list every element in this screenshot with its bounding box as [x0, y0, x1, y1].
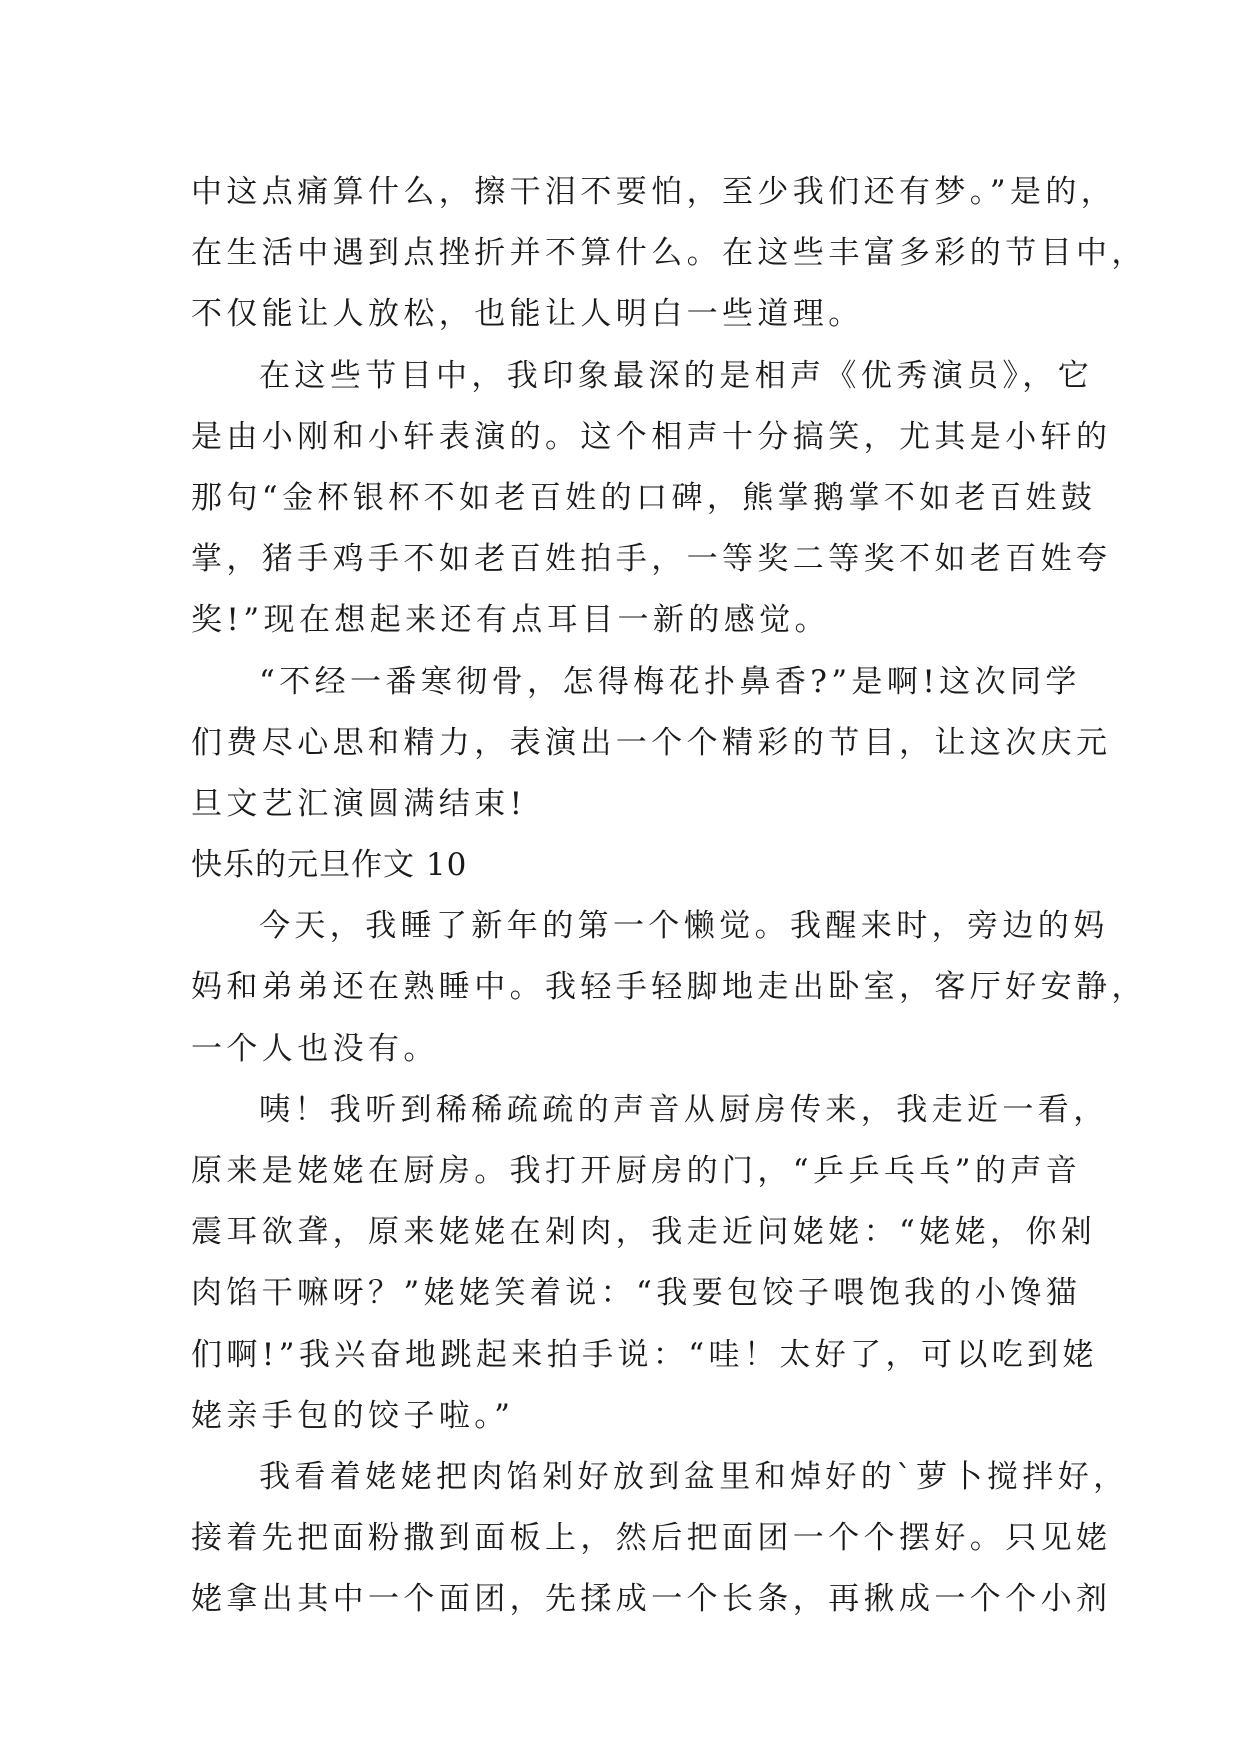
- paragraph: [191, 346, 1112, 652]
- text-line: 震耳欲聋，原来姥姥在剁肉，我走近问姥姥：“姥姥，你剁: [191, 1214, 1097, 1251]
- paragraph: [191, 1080, 1109, 1447]
- text-line: 在这些节目中，我印象最深的是相声《优秀演员》，它: [259, 357, 1094, 394]
- text-line: 我看着姥姥把肉馅剁好放到盆里和焯好的`萝卜搅拌好，: [259, 1458, 1129, 1495]
- text-line: 姥亲手包的饺子啦。”: [191, 1397, 515, 1434]
- text-line: 那句“金杯银杯不如老百姓的口碑，熊掌鹅掌不如老百姓鼓: [191, 479, 1097, 516]
- text-line: 咦！我听到稀稀疏疏的声音从厨房传来，我走近一看，: [259, 1091, 1109, 1128]
- text-line: 肉馅干嘛呀？”姥姥笑着说：“我要包饺子喂饱我的小馋猫: [191, 1275, 1082, 1312]
- text-line: 们费尽心思和精力，表演出一个个精彩的节目，让这次庆元: [191, 724, 1112, 761]
- text-line: 不仅能让人放松，也能让人明白一些道理。: [191, 296, 864, 333]
- text-line: 接着先把面粉撒到面板上，然后把面团一个个摆好。只见姥: [191, 1520, 1112, 1557]
- text-line: 奖!”现在想起来还有点耳目一新的感觉。: [191, 602, 830, 639]
- text-line: 掌，猪手鸡手不如老百姓拍手，一等奖二等奖不如老百姓夸: [191, 541, 1112, 578]
- document-body: [191, 162, 1147, 1631]
- text-line: 旦文艺汇演圆满结束!: [191, 785, 527, 822]
- text-line: 一个人也没有。: [191, 1030, 439, 1067]
- text-line: 姥拿出其中一个面团，先揉成一个长条，再揪成一个个小剂: [191, 1581, 1112, 1618]
- text-line: 妈和弟弟还在熟睡中。我轻手轻脚地走出卧室，客厅好安静，: [191, 969, 1147, 1006]
- paragraph: [191, 162, 1147, 346]
- section-heading: 快乐的元旦作文 10: [191, 847, 468, 884]
- text-line: 是由小刚和小轩表演的。这个相声十分搞笑，尤其是小轩的: [191, 418, 1112, 455]
- paragraph: [191, 896, 1147, 1080]
- text-line: “不经一番寒彻骨，怎得梅花扑鼻香?”是啊!这次同学: [259, 663, 1081, 700]
- text-line: 今天，我睡了新年的第一个懒觉。我醒来时，旁边的妈: [259, 908, 1109, 945]
- paragraph: [191, 652, 1112, 836]
- text-line: 在生活中遇到点挫折并不算什么。在这些丰富多彩的节目中，: [191, 235, 1147, 272]
- text-line: 们啊!”我兴奋地跳起来拍手说：“哇！太好了，可以吃到姥: [191, 1336, 1098, 1373]
- text-line: 中这点痛算什么，擦干泪不要怕，至少我们还有梦。”是的，: [191, 174, 1117, 210]
- paragraph: [191, 1447, 1129, 1631]
- text-line: 原来是姥姥在厨房。我打开厨房的门，“乒乒乓乓”的声音: [191, 1153, 1082, 1189]
